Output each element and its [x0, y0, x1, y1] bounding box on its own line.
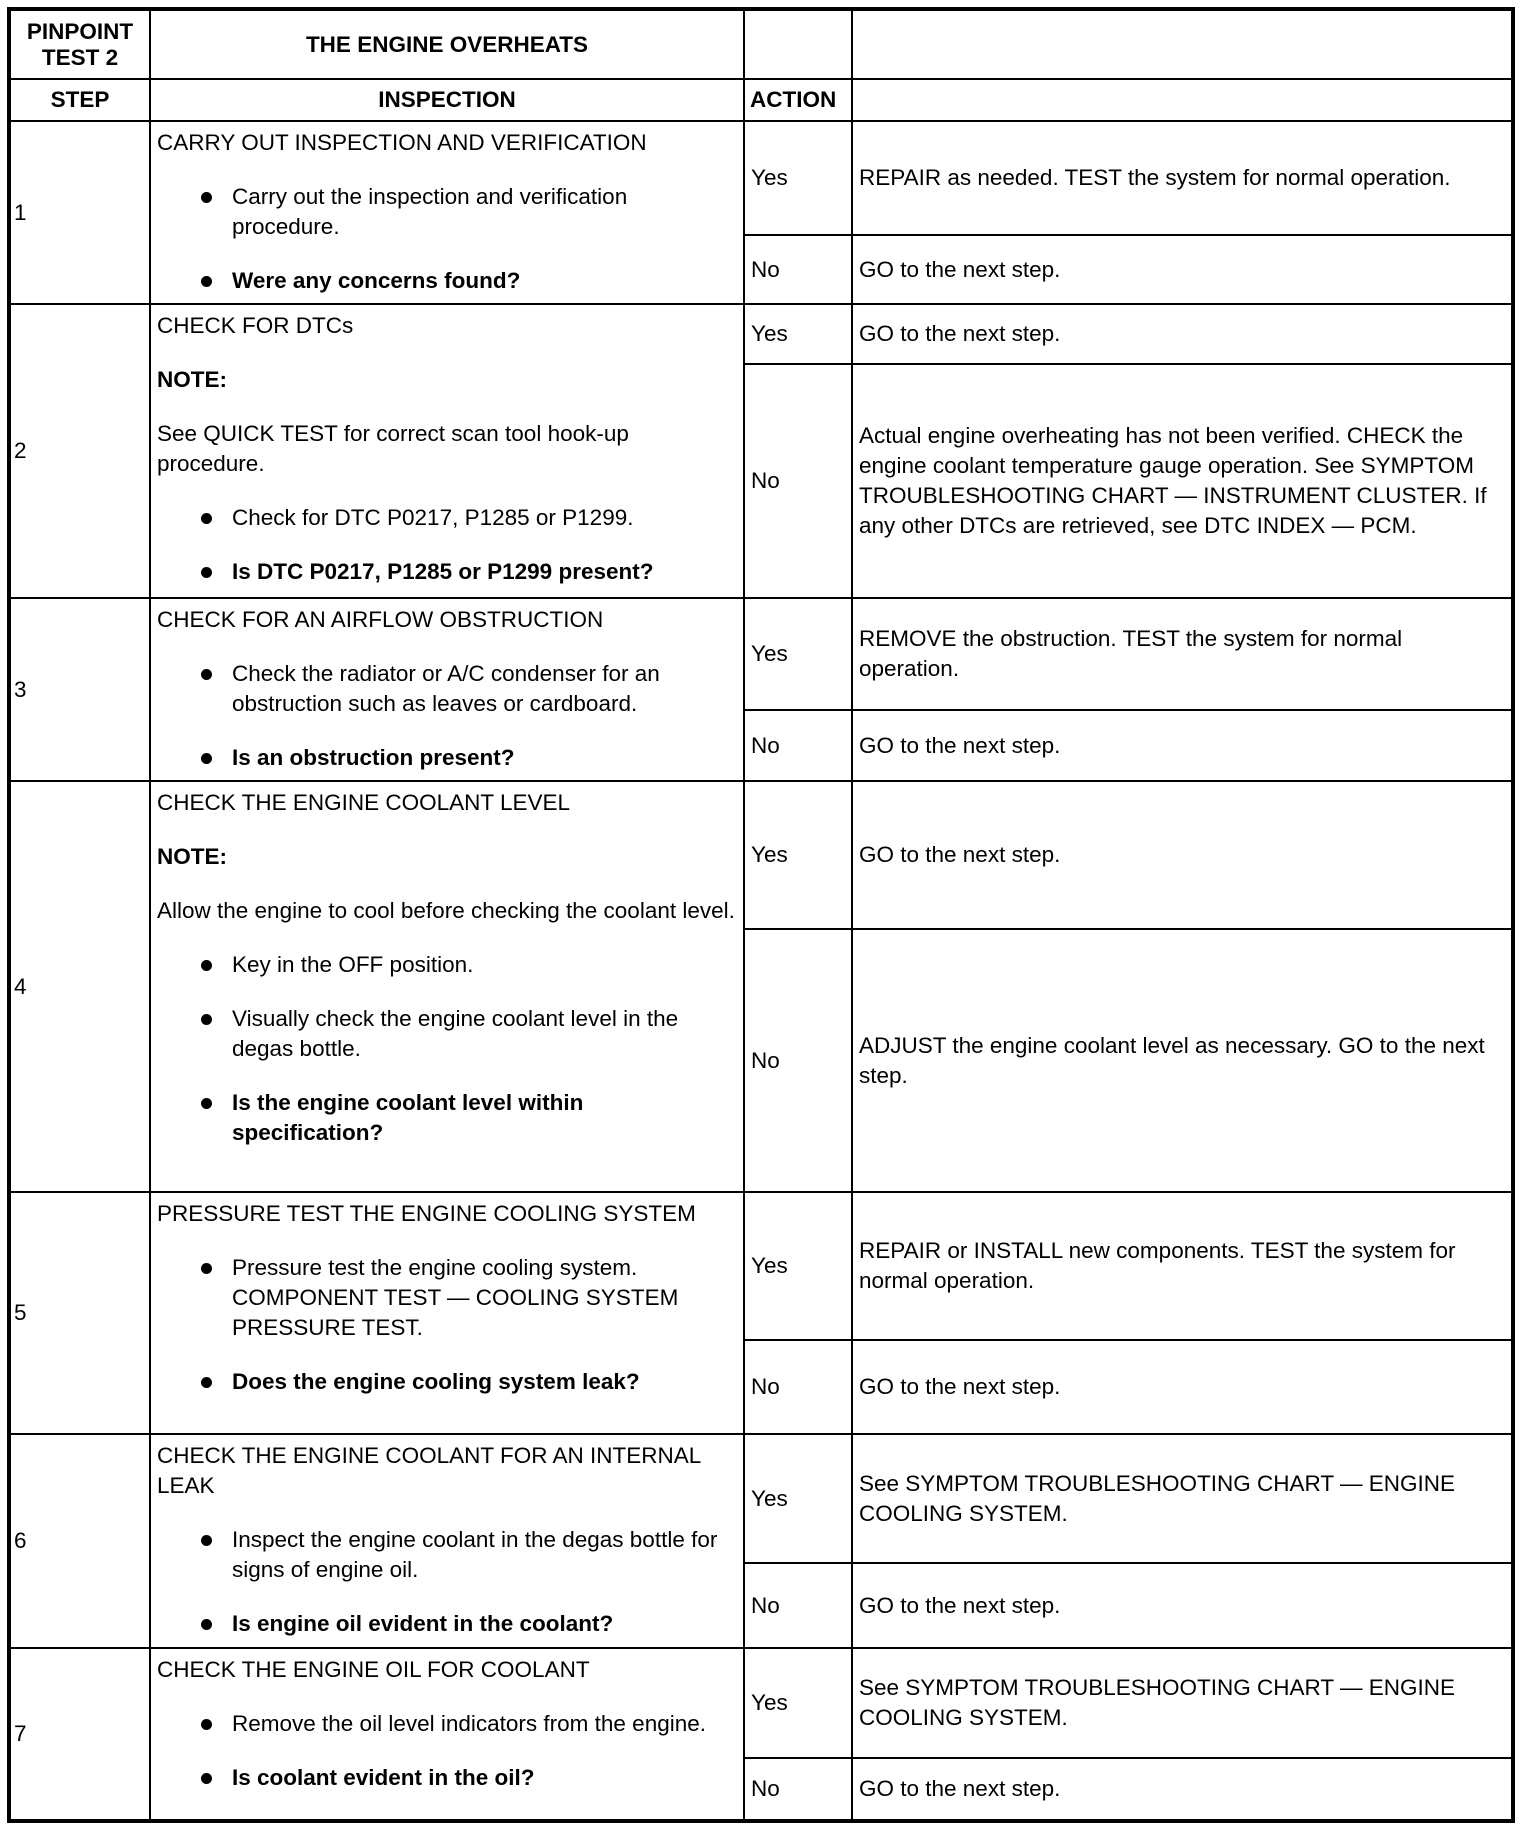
- bullet-icon: [201, 753, 212, 764]
- no-action: GO to the next step.: [852, 1758, 1513, 1821]
- instruction-bullet: [157, 659, 737, 719]
- question-bullet: [157, 1609, 737, 1639]
- column-header-step: STEP: [9, 79, 150, 121]
- step-row-6-yes: [9, 1434, 1513, 1563]
- bullet-text: Carry out the inspection and verification procedure.: [232, 184, 628, 239]
- no-action: ADJUST the engine coolant level as necessary. GO to the next step.: [852, 929, 1513, 1192]
- step-number: 6: [9, 1434, 150, 1648]
- yes-label: Yes: [744, 781, 852, 929]
- question-bullet: [157, 1367, 737, 1397]
- no-action: GO to the next step.: [852, 710, 1513, 781]
- no-label: No: [744, 364, 852, 598]
- step-row-7-yes: [9, 1648, 1513, 1758]
- note-label: NOTE:: [157, 367, 227, 392]
- bullet-icon: [201, 1263, 212, 1274]
- step-heading: CHECK FOR AN AIRFLOW OBSTRUCTION: [157, 607, 604, 632]
- pinpoint-test-label: PINPOINT TEST 2: [9, 9, 150, 79]
- step-number: 2: [9, 304, 150, 598]
- bullet-icon: [201, 192, 212, 203]
- bullet-icon: [201, 567, 212, 578]
- bullet-text: Is an obstruction present?: [232, 745, 515, 770]
- step-row-1-yes: [9, 121, 1513, 235]
- bullet-icon: [201, 1719, 212, 1730]
- bullet-text: Does the engine cooling system leak?: [232, 1369, 640, 1394]
- instruction-bullet: [157, 1525, 737, 1585]
- column-header-action: ACTION: [744, 79, 852, 121]
- question-bullet: [157, 557, 737, 587]
- bullet-text: Is DTC P0217, P1285 or P1299 present?: [232, 559, 654, 584]
- instruction-bullet: [157, 950, 737, 980]
- no-label: No: [744, 710, 852, 781]
- inspection-cell: [150, 598, 744, 781]
- blank-cell: [852, 9, 1513, 79]
- yes-action: See SYMPTOM TROUBLESHOOTING CHART — ENGINE COOLING SYSTEM.: [852, 1648, 1513, 1758]
- step-row-5-yes: [9, 1192, 1513, 1340]
- pinpoint-test-table: [7, 7, 1515, 1823]
- bullet-text: Pressure test the engine cooling system. COMPONENT TEST — COOLING SYSTEM PRESSURE TEST.: [232, 1255, 679, 1340]
- note-text: See QUICK TEST for correct scan tool hook-up procedure.: [157, 421, 629, 476]
- inspection-cell: [150, 121, 744, 304]
- bullet-text: Inspect the engine coolant in the degas bottle for signs of engine oil.: [232, 1527, 718, 1582]
- bullet-icon: [201, 1619, 212, 1630]
- bullet-icon: [201, 1773, 212, 1784]
- instruction-bullet: [157, 182, 737, 242]
- bullet-text: Is coolant evident in the oil?: [232, 1765, 535, 1790]
- yes-action: See SYMPTOM TROUBLESHOOTING CHART — ENGINE COOLING SYSTEM.: [852, 1434, 1513, 1563]
- bullet-text: Is engine oil evident in the coolant?: [232, 1611, 614, 1636]
- step-number: 7: [9, 1648, 150, 1821]
- column-header-inspection: INSPECTION: [150, 79, 744, 121]
- no-label: No: [744, 1758, 852, 1821]
- instruction-bullet: [157, 503, 737, 533]
- bullet-text: Were any concerns found?: [232, 268, 521, 293]
- no-label: No: [744, 1563, 852, 1648]
- yes-action: REPAIR as needed. TEST the system for normal operation.: [852, 121, 1513, 235]
- blank-cell: [852, 79, 1513, 121]
- no-label: No: [744, 1340, 852, 1434]
- step-number: 1: [9, 121, 150, 304]
- no-action: GO to the next step.: [852, 1563, 1513, 1648]
- bullet-icon: [201, 1014, 212, 1025]
- bullet-text: Key in the OFF position.: [232, 952, 474, 977]
- bullet-icon: [201, 1535, 212, 1546]
- title-row: [9, 9, 1513, 79]
- inspection-cell: [150, 781, 744, 1192]
- step-heading: CHECK THE ENGINE OIL FOR COOLANT: [157, 1657, 590, 1682]
- question-bullet: [157, 1763, 737, 1793]
- no-action: GO to the next step.: [852, 235, 1513, 304]
- yes-label: Yes: [744, 1192, 852, 1340]
- inspection-cell: [150, 1434, 744, 1648]
- yes-action: GO to the next step.: [852, 781, 1513, 929]
- no-label: No: [744, 929, 852, 1192]
- step-heading: CHECK FOR DTCs: [157, 313, 354, 338]
- test-title: THE ENGINE OVERHEATS: [150, 9, 744, 79]
- question-bullet: [157, 1088, 737, 1148]
- bullet-icon: [201, 513, 212, 524]
- yes-label: Yes: [744, 1434, 852, 1563]
- bullet-icon: [201, 1377, 212, 1388]
- yes-label: Yes: [744, 304, 852, 364]
- step-heading: CHECK THE ENGINE COOLANT FOR AN INTERNAL LEAK: [157, 1443, 701, 1498]
- inspection-cell: [150, 1648, 744, 1821]
- no-action: GO to the next step.: [852, 1340, 1513, 1434]
- step-heading: CARRY OUT INSPECTION AND VERIFICATION: [157, 130, 647, 155]
- note-text: Allow the engine to cool before checking the coolant level.: [157, 898, 735, 923]
- question-bullet: [157, 743, 737, 773]
- column-header-row: [9, 79, 1513, 121]
- bullet-text: Check for DTC P0217, P1285 or P1299.: [232, 505, 634, 530]
- inspection-cell: [150, 1192, 744, 1434]
- step-row-4-yes: [9, 781, 1513, 929]
- step-heading: CHECK THE ENGINE COOLANT LEVEL: [157, 790, 571, 815]
- step-heading: PRESSURE TEST THE ENGINE COOLING SYSTEM: [157, 1201, 696, 1226]
- bullet-icon: [201, 669, 212, 680]
- inspection-cell: [150, 304, 744, 598]
- blank-cell: [744, 9, 852, 79]
- yes-label: Yes: [744, 1648, 852, 1758]
- bullet-text: Is the engine coolant level within specification?: [232, 1090, 584, 1145]
- instruction-bullet: [157, 1709, 737, 1739]
- step-number: 4: [9, 781, 150, 1192]
- no-label: No: [744, 235, 852, 304]
- bullet-text: Visually check the engine coolant level in the degas bottle.: [232, 1006, 679, 1061]
- bullet-text: Remove the oil level indicators from the engine.: [232, 1711, 706, 1736]
- no-action: Actual engine overheating has not been verified. CHECK the engine coolant temperature gauge operation. See SYMPTOM TROUBLESHOOTING CHART — INSTRUMENT CLUSTER. If any other DTCs are retrieved, see DTC INDEX — PCM.: [852, 364, 1513, 598]
- yes-action: REPAIR or INSTALL new components. TEST the system for normal operation.: [852, 1192, 1513, 1340]
- step-row-3-yes: [9, 598, 1513, 710]
- yes-action: REMOVE the obstruction. TEST the system for normal operation.: [852, 598, 1513, 710]
- bullet-icon: [201, 276, 212, 287]
- yes-label: Yes: [744, 121, 852, 235]
- instruction-bullet: [157, 1253, 737, 1343]
- step-row-2-yes: [9, 304, 1513, 364]
- bullet-icon: [201, 960, 212, 971]
- step-number: 3: [9, 598, 150, 781]
- note-label: NOTE:: [157, 844, 227, 869]
- bullet-icon: [201, 1098, 212, 1109]
- instruction-bullet: [157, 1004, 737, 1064]
- yes-label: Yes: [744, 598, 852, 710]
- question-bullet: [157, 266, 737, 296]
- yes-action: GO to the next step.: [852, 304, 1513, 364]
- step-number: 5: [9, 1192, 150, 1434]
- bullet-text: Check the radiator or A/C condenser for an obstruction such as leaves or cardboard.: [232, 661, 660, 716]
